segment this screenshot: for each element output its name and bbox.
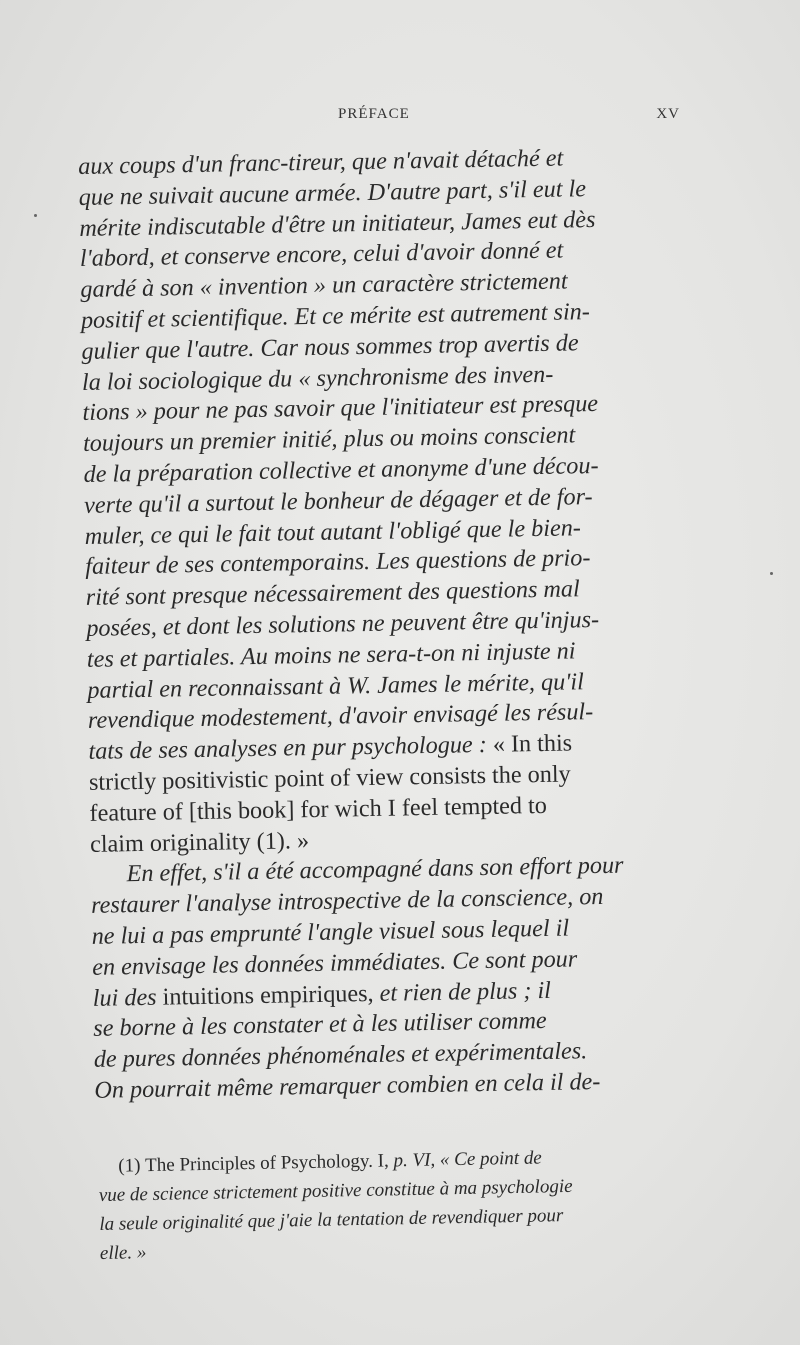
- text-line: ne lui a pas emprunté l'angle visuel sous lequel il: [91, 914, 570, 950]
- text-line: toujours un premier initié, plus ou moins conscient: [82, 421, 576, 458]
- text-line: en envisage les données immédiates. Ce sont pour: [91, 945, 578, 981]
- text-line: posées, et dont les solutions ne peuvent être qu'injus-: [86, 605, 600, 642]
- text-line: muler, ce qui le fait tout autant l'obligé que le bien-: [84, 513, 582, 550]
- text-line: que ne suivait aucune armée. D'autre part, s'il eut le: [78, 174, 587, 211]
- paper-speck: [770, 572, 773, 575]
- body-text: [78, 141, 717, 1106]
- text-line: On pourrait même remarquer combien en cela il de-: [94, 1067, 601, 1104]
- text-segment: lui des: [92, 983, 157, 1012]
- text-line: de la préparation collective et anonyme d'une décou-: [83, 451, 599, 488]
- text-line: rité sont presque nécessairement des questions mal: [85, 575, 580, 612]
- text-line: verte qu'il a surtout le bonheur de dégager et de for-: [83, 482, 593, 519]
- footnote-page-ref: p. VI,: [393, 1149, 436, 1172]
- footnote: [98, 1140, 720, 1268]
- text-line: aux coups d'un franc-tireur, que n'avait détaché et: [78, 144, 564, 180]
- roman-segment: intuitions empiriques,: [162, 979, 374, 1011]
- footnote-text-segment: « Ce point de: [439, 1147, 542, 1171]
- text-line: restaurer l'analyse introspective de la conscience, on: [90, 883, 604, 920]
- text-line: gulier que l'autre. Car nous sommes trop avertis de: [81, 329, 579, 365]
- text-line: se borne à les constater et à les utiliser comme: [93, 1007, 547, 1043]
- quote-line: feature of [this book] for wich I feel tempted to: [89, 791, 548, 827]
- page-number: XV: [656, 106, 680, 122]
- paper-speck: [34, 214, 37, 217]
- text-segment: et rien de plus ; il: [379, 976, 552, 1007]
- text-line: revendique modestement, d'avoir envisagé les résul-: [87, 698, 594, 735]
- text-line: positif et scientifique. Et ce mérite est autrement sin-: [80, 298, 591, 334]
- footnote-marker: (1): [118, 1155, 141, 1177]
- paragraph-start-line: En effet, s'il a été accompagné dans son effort pour: [126, 851, 624, 888]
- text-line: faiteur de ses contemporains. Les questions de prio-: [85, 544, 591, 581]
- text-line: tes et partiales. Au moins ne sera-t-on ni injuste ni: [86, 637, 576, 673]
- text-line: tions » pour ne pas savoir que l'initiateur est presque: [82, 390, 599, 427]
- footnote-citation: The Principles of Psychology. I,: [144, 1150, 389, 1177]
- text-line: la loi sociologique du « synchronisme des inven-: [81, 360, 554, 396]
- text-line: l'abord, et conserve encore, celui d'avoir donné et: [79, 236, 564, 273]
- footnote-line: elle. »: [99, 1242, 147, 1264]
- running-head: [80, 106, 680, 130]
- footnote-line: la seule originalité que j'aie la tentation de revendiquer pour: [99, 1205, 564, 1235]
- text-line: gardé à son « invention » un caractère strictement: [80, 267, 568, 304]
- text-segment: tats de ses analyses en pur psychologue :: [88, 731, 487, 766]
- text-line: de pures données phénoménales et expérimentales.: [93, 1037, 588, 1073]
- quote-start: « In this: [492, 729, 573, 758]
- running-title: PRÉFACE: [338, 106, 410, 122]
- quote-line: claim originality (1). »: [89, 826, 310, 858]
- quote-line: strictly positivistic point of view consists the only: [88, 760, 571, 796]
- text-line: mérite indiscutable d'être un initiateur, James eut dès: [79, 205, 596, 242]
- footnote-line: vue de science strictement positive constitue à ma psychologie: [98, 1175, 573, 1206]
- text-line: partial en reconnaissant à W. James le mérite, qu'il: [87, 667, 585, 704]
